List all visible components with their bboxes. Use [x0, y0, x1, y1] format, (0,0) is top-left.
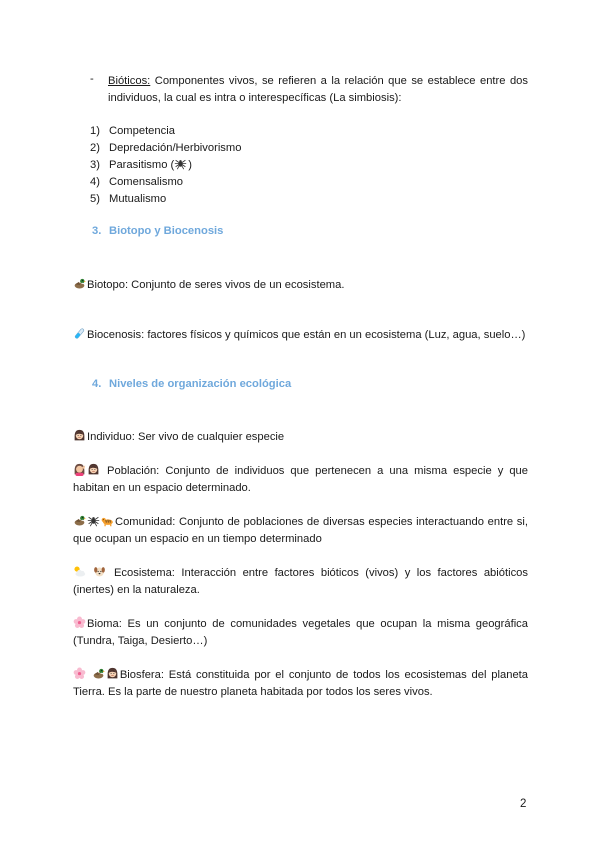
dog-icon — [93, 565, 106, 578]
page-number: 2 — [520, 798, 527, 810]
paragraph-poblacion: Población: Conjunto de individuos que pertenecen a una misma especie y que habitan en un espacio determinado. — [73, 465, 528, 494]
duck-icon — [92, 667, 105, 680]
biotic-term: Bióticos: — [108, 75, 151, 87]
tiger-icon — [101, 514, 114, 527]
biotic-definition — [108, 73, 528, 107]
biotic-text: Componentes vivos, se refieren a la relación que se establece entre dos individuos, la cual es intra o interespecíficas (La simbiosis): — [108, 75, 528, 104]
list-item: 5) Mutualismo — [90, 193, 167, 205]
duck-icon — [73, 277, 86, 290]
list-item: 4) Comensalismo — [90, 176, 183, 188]
test-tube-icon — [73, 327, 86, 340]
paragraph-bioma: Bioma: Es un conjunto de comunidades vegetales que ocupan la misma geográfica (Tundra, Taiga, Desierto…) — [73, 618, 528, 647]
list-item: 3) Parasitismo ( ) — [90, 159, 193, 171]
spider-icon — [174, 157, 187, 170]
list-dash: - — [90, 73, 94, 85]
interactions-list — [90, 123, 241, 208]
duck-icon — [73, 514, 86, 527]
woman-icon — [106, 667, 119, 680]
spider-icon — [87, 514, 100, 527]
cherry-blossom-icon — [73, 616, 86, 629]
paragraph-biocenosis: Biocenosis: factores físicos y químicos que están en un ecosistema (Luz, agua, suelo…) — [73, 327, 528, 344]
paragraph-individuo: Individuo: Ser vivo de cualquier especie — [73, 429, 528, 446]
paragraph-biosfera: Biosfera: Está constituida por el conjunto de todos los ecosistemas del planeta Tierra. Es la parte de nuestro planeta habitada por todos los seres vivos. — [73, 669, 528, 698]
woman-icon — [87, 463, 100, 476]
section-heading-3: 3. Biotopo y Biocenosis — [92, 225, 224, 237]
section-heading-4: 4. Niveles de organización ecológica — [92, 378, 292, 390]
woman-icon — [73, 429, 86, 442]
woman-gesturing-icon — [73, 463, 86, 476]
list-item: 1) Competencia — [90, 125, 175, 137]
sun-behind-cloud-icon — [73, 565, 86, 578]
paragraph-ecosistema: Ecosistema: Interacción entre factores bióticos (vivos) y los factores abióticos (inertes) en la naturaleza. — [73, 567, 528, 596]
list-item: 2) Depredación/Herbivorismo — [90, 142, 242, 154]
paragraph-biotopo: Biotopo: Conjunto de seres vivos de un ecosistema. — [73, 277, 528, 294]
paragraph-comunidad: Comunidad: Conjunto de poblaciones de diversas especies interactuando entre si, que ocupan un espacio en un tiempo determinado — [73, 516, 528, 545]
cherry-blossom-icon — [73, 667, 86, 680]
